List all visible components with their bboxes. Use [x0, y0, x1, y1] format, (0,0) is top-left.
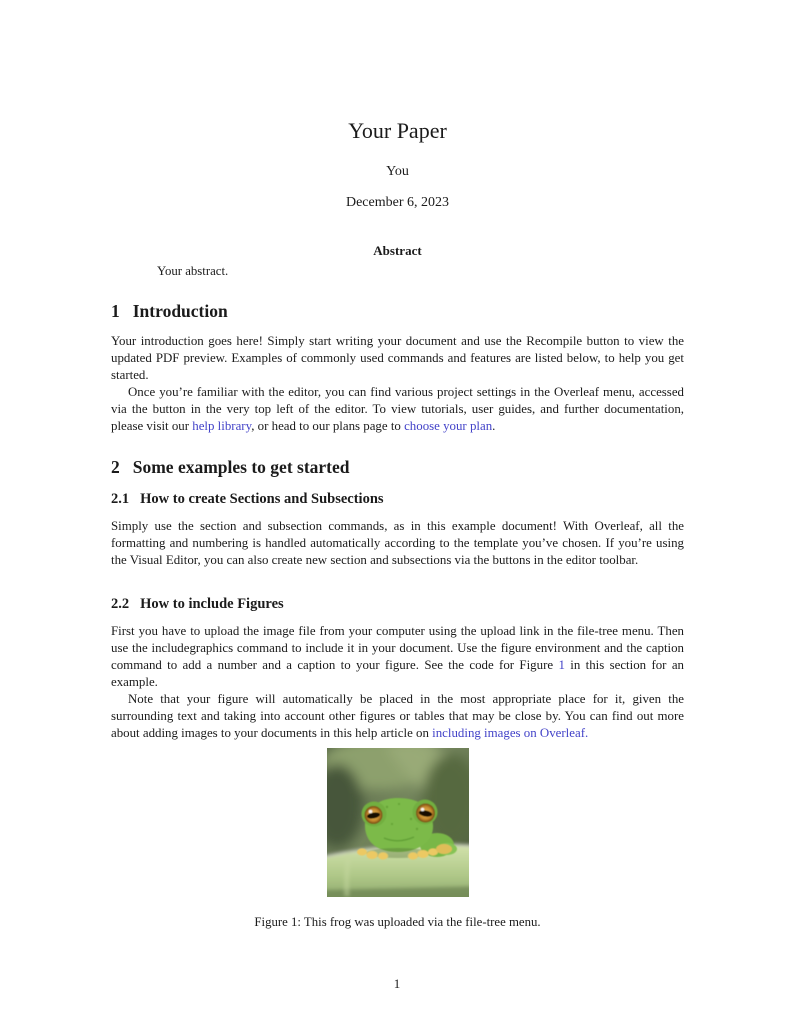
text-run: Your introduction goes here! Simply start writing your document and use the Recompile button to view the updated PDF preview. Examples of commonly used commands and features are listed below, to help you get started.	[111, 334, 684, 382]
subsection-2-1-title: How to create Sections and Subsections	[140, 491, 384, 507]
paper-title: Your Paper	[348, 118, 447, 143]
paragraph	[111, 691, 684, 742]
paragraph	[111, 518, 684, 569]
section-1-number: 1	[111, 301, 120, 321]
paragraph	[111, 333, 684, 384]
figure-1-caption: Figure 1: This frog was uploaded via the file-tree menu.	[254, 915, 541, 929]
subsection-2-1-number: 2.1	[111, 491, 130, 507]
section-1-heading	[111, 301, 684, 321]
section-2-title: Some examples to get started	[132, 457, 350, 477]
frog-photo	[327, 748, 469, 897]
text-run: First you have to upload the image file from your computer using the upload link in the file-tree menu. Then use the includegraphics command to include it in your document. Use the figure environment and the caption command to add a number and a caption to your figure. See the code for Figure	[111, 624, 684, 672]
paper-author: You	[386, 164, 409, 179]
text-run: Once you’re familiar with the editor, you can find various project settings in the Overleaf menu, accessed via the button in the very top left of the editor. To view tutorials, user guides, and further documentation, please visit our	[111, 385, 684, 433]
subsection-2-2-number: 2.2	[111, 596, 130, 612]
text-column	[111, 0, 684, 930]
paper-date: December 6, 2023	[345, 195, 450, 210]
text-run: , or head to our plans page to	[251, 419, 405, 433]
including-images-link[interactable]: including images on Overleaf.	[432, 726, 589, 740]
text-run: in this section for an example.	[111, 658, 684, 689]
section-2-number: 2	[111, 457, 120, 477]
section-2-heading	[111, 457, 684, 477]
subsection-2-2-heading	[111, 596, 684, 612]
figure-1-ref-link[interactable]: 1	[558, 658, 565, 672]
choose-your-plan-link[interactable]: choose your plan	[404, 419, 493, 433]
abstract-text: Your abstract.	[157, 264, 229, 278]
paragraph	[111, 384, 684, 435]
text-run: .	[492, 419, 496, 433]
subsection-2-1-heading	[111, 491, 684, 507]
text-run: Note that your figure will automatically be placed in the most appropriate place for it, given the surrounding text and taking into account other figures or tables that may be close by. You can find out more about adding images to your documents in this help article on	[111, 692, 684, 740]
text-run: Simply use the section and subsection commands, as in this example document! With Overleaf, all the formatting and numbering is handled automatically according to the template you’ve chosen. If you’re using the Visual Editor, you can also create new section and subsections via the buttons in the editor toolbar.	[111, 519, 684, 567]
abstract-heading: Abstract	[373, 243, 422, 258]
help-library-link[interactable]: help library	[192, 419, 252, 433]
figure-1	[111, 748, 684, 930]
paragraph	[111, 623, 684, 691]
section-1-title: Introduction	[132, 301, 228, 321]
page-number: 1	[393, 976, 401, 991]
subsection-2-2-title: How to include Figures	[140, 596, 284, 612]
